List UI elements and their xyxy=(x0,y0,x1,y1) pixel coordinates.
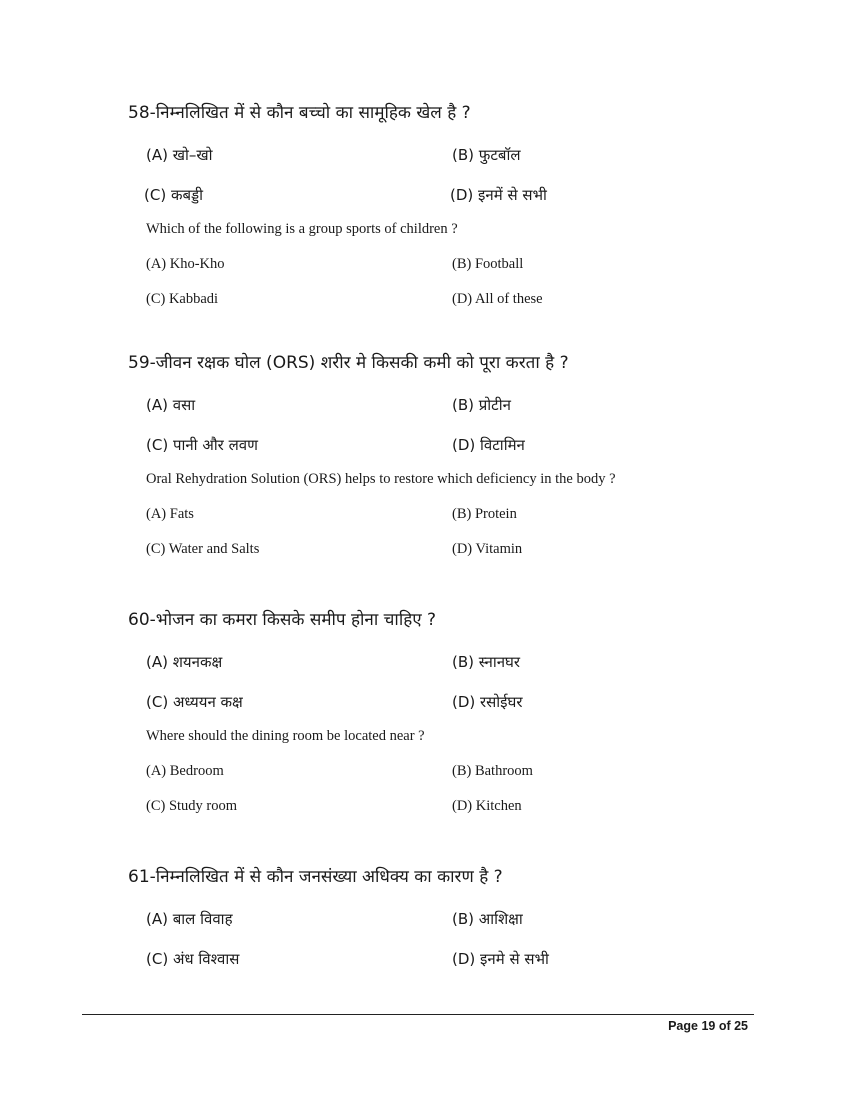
option-d-english: (D) Vitamin xyxy=(452,541,523,557)
option-b-hindi: (B) प्रोटीन xyxy=(452,396,511,414)
option-a-hindi: (A) खो–खो xyxy=(146,146,213,164)
options-row xyxy=(128,394,768,416)
question-text-english: Oral Rehydration Solution (ORS) helps to restore which deficiency in the body ? xyxy=(146,471,616,487)
option-d-hindi: (D) विटामिन xyxy=(452,436,525,454)
question-text-hindi: 59-जीवन रक्षक घोल (ORS) शरीर मे किसकी कमी को पूरा करता है ? xyxy=(128,353,569,373)
question-text-hindi: 58-निम्नलिखित में से कौन बच्चो का सामूहिक खेल है ? xyxy=(128,103,471,123)
options-row xyxy=(128,289,768,311)
option-c-english: (C) Study room xyxy=(146,798,238,814)
option-b-english: (B) Bathroom xyxy=(452,763,533,779)
page-number: Page 19 of 25 xyxy=(668,1019,748,1033)
options-row xyxy=(128,691,768,713)
question-text-english: Where should the dining room be located near ? xyxy=(146,728,425,744)
options-row xyxy=(128,948,768,970)
options-row xyxy=(128,184,768,206)
options-row xyxy=(128,504,768,526)
option-b-english: (B) Football xyxy=(452,256,524,272)
question-58 xyxy=(128,102,768,311)
option-d-english: (D) All of these xyxy=(452,291,543,307)
question-text-hindi: 61-निम्नलिखित में से कौन जनसंख्या अधिक्य का कारण है ? xyxy=(128,867,503,887)
option-c-hindi: (C) अध्ययन कक्ष xyxy=(146,693,243,711)
option-a-hindi: (A) वसा xyxy=(146,396,196,414)
option-a-hindi: (A) शयनकक्ष xyxy=(146,653,223,671)
option-b-hindi: (B) आशिक्षा xyxy=(452,910,523,928)
options-row xyxy=(128,908,768,930)
option-b-hindi: (B) फुटबॉल xyxy=(452,146,521,164)
option-d-hindi: (D) इनमे से सभी xyxy=(452,950,549,968)
options-row xyxy=(128,796,768,818)
option-a-english: (A) Fats xyxy=(146,506,194,522)
options-row xyxy=(128,651,768,673)
question-60 xyxy=(128,609,768,818)
option-b-english: (B) Protein xyxy=(452,506,517,522)
option-c-hindi: (C) कबड्डी xyxy=(144,186,204,204)
question-59 xyxy=(128,352,768,561)
options-row xyxy=(128,144,768,166)
option-c-english: (C) Kabbadi xyxy=(146,291,219,307)
options-row xyxy=(128,254,768,276)
question-61 xyxy=(128,866,768,970)
question-text-english: Which of the following is a group sports of children ? xyxy=(146,221,458,237)
option-d-hindi: (D) रसोईघर xyxy=(452,693,523,711)
options-row xyxy=(128,761,768,783)
option-d-english: (D) Kitchen xyxy=(452,798,522,814)
question-text-hindi: 60-भोजन का कमरा किसके समीप होना चाहिए ? xyxy=(128,610,437,630)
option-a-hindi: (A) बाल विवाह xyxy=(146,910,233,928)
footer-divider xyxy=(82,1014,754,1015)
option-a-english: (A) Kho-Kho xyxy=(146,256,225,272)
options-row xyxy=(128,539,768,561)
option-c-hindi: (C) पानी और लवण xyxy=(146,436,258,454)
option-c-english: (C) Water and Salts xyxy=(146,541,260,557)
option-b-hindi: (B) स्नानघर xyxy=(452,653,521,671)
option-a-english: (A) Bedroom xyxy=(146,763,224,779)
option-c-hindi: (C) अंध विश्वास xyxy=(146,950,240,968)
options-row xyxy=(128,434,768,456)
option-d-hindi: (D) इनमें से सभी xyxy=(450,186,547,204)
